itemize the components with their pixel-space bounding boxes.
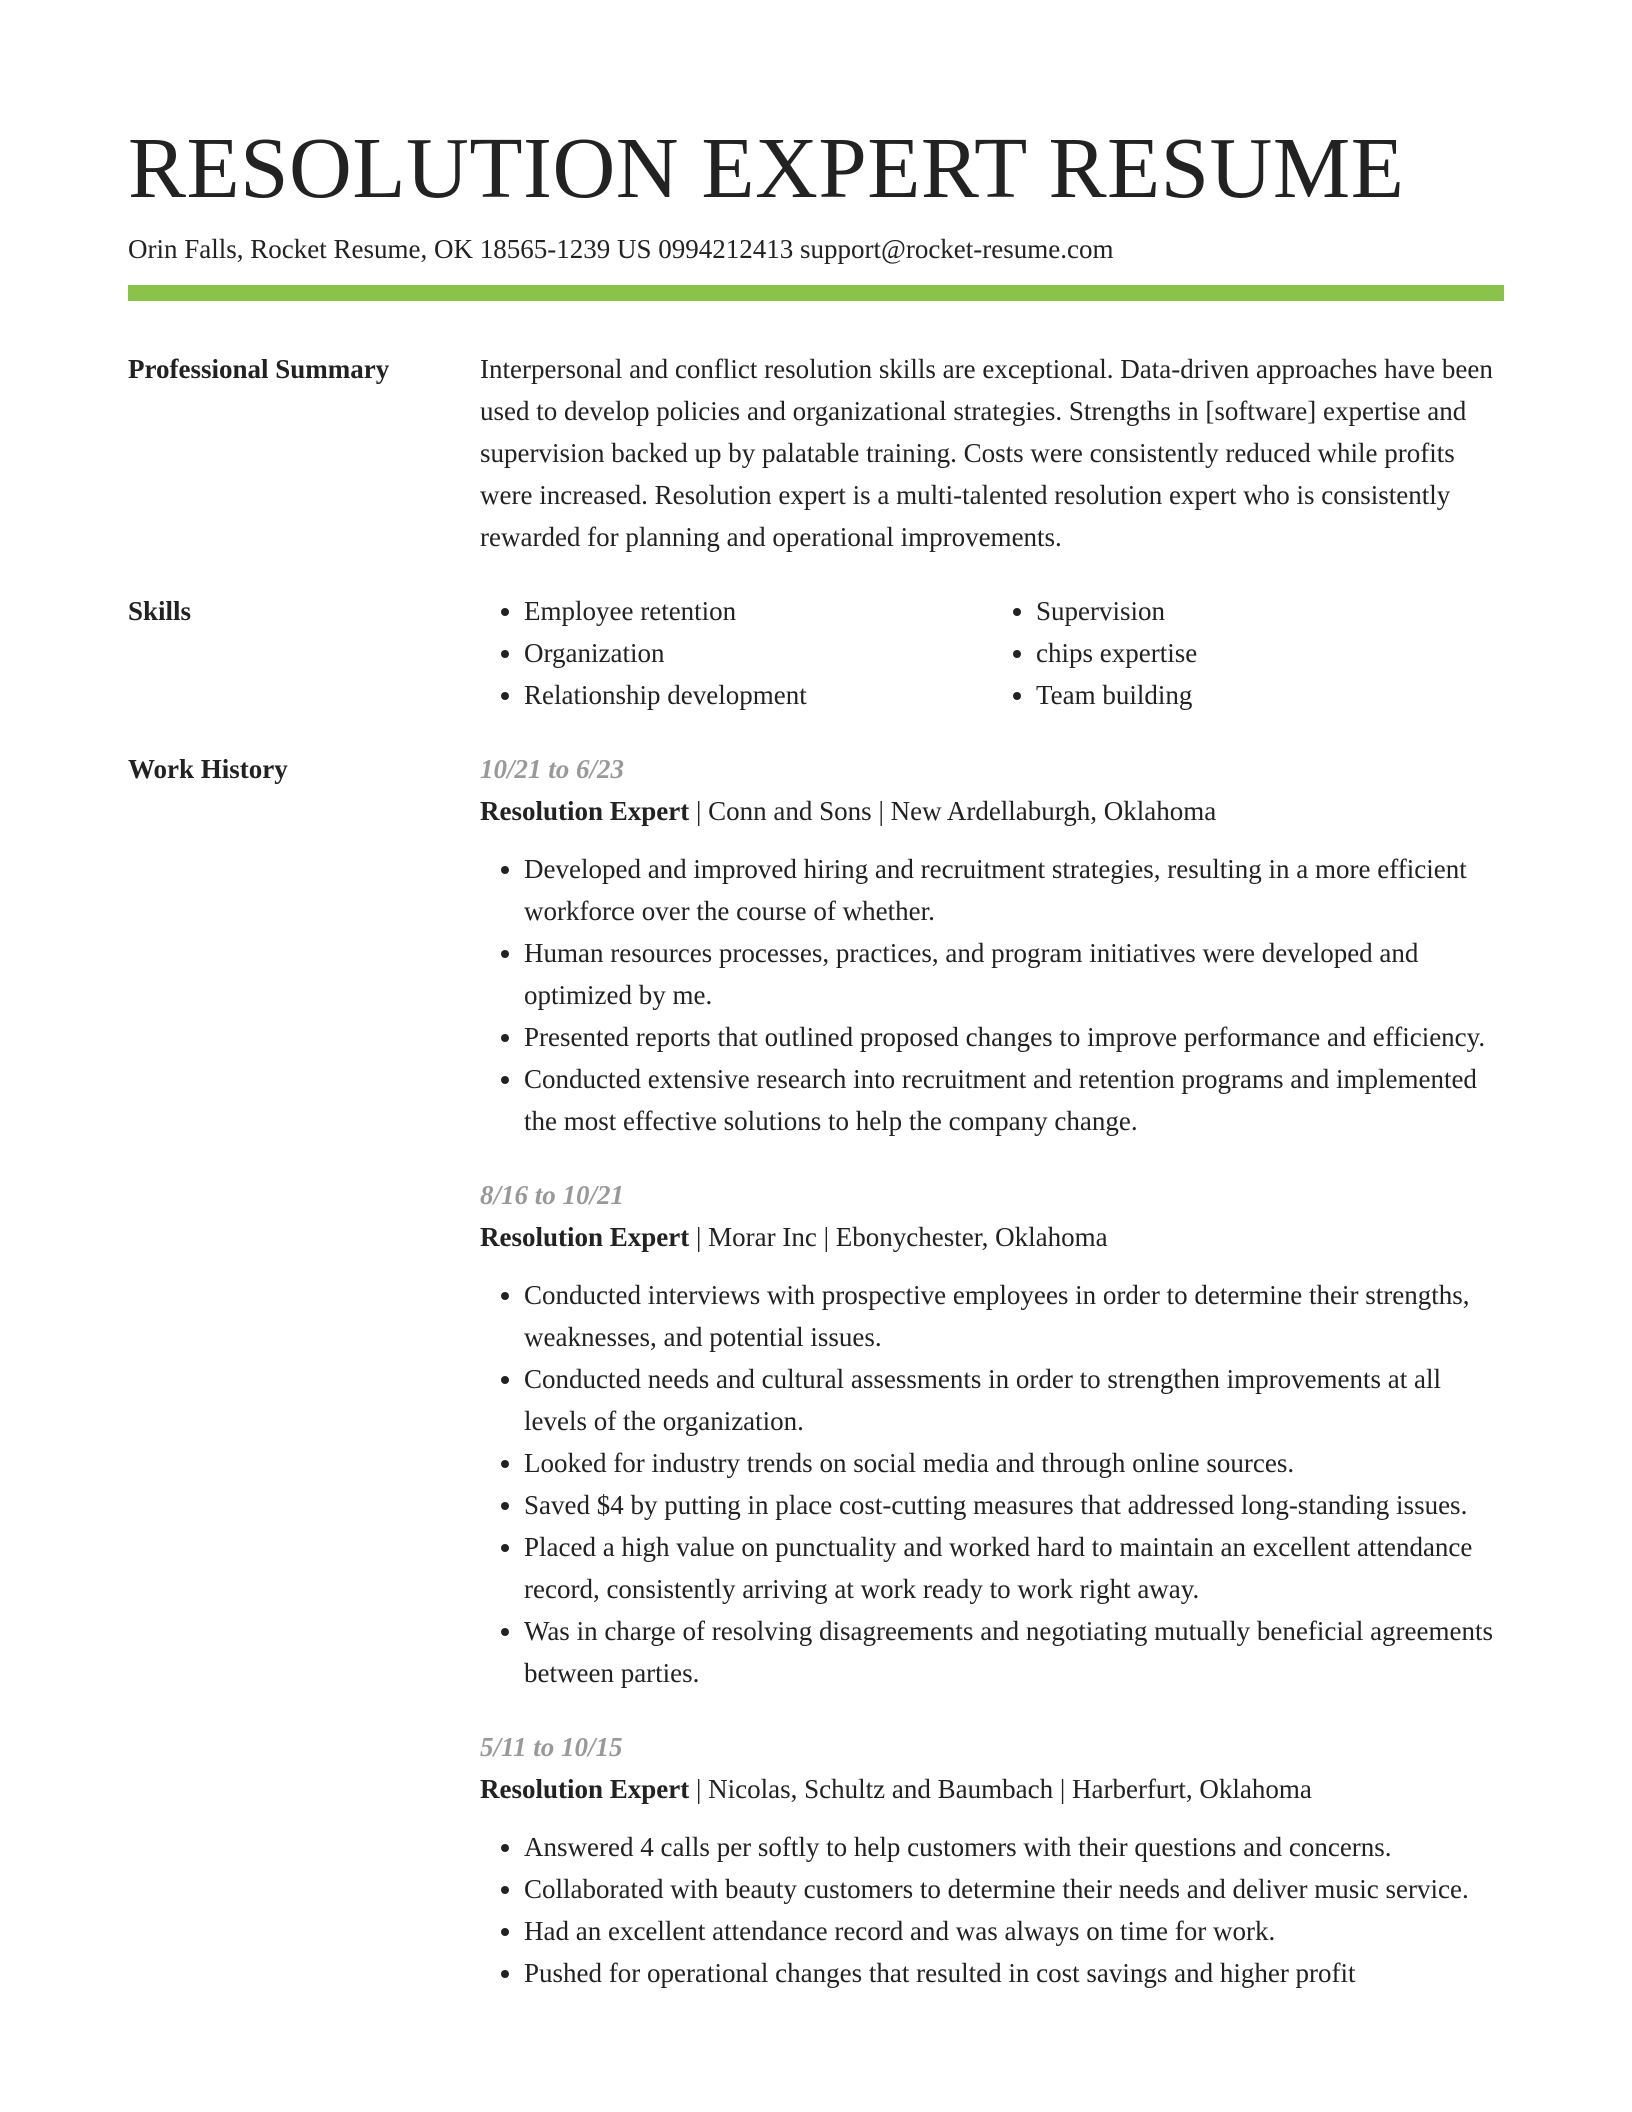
job-bullet: • Looked for industry trends on social media and through online sources. [524,1442,1504,1484]
job-header [480,1216,1504,1258]
resume-title: RESOLUTION EXPERT RESUME [128,119,1405,216]
job-bullet: • Collaborated with beauty customers to determine their needs and deliver music service. [524,1868,1504,1910]
job-bullet: • Developed and improved hiring and recruitment strategies, resulting in a more efficient workforce over the course of whether. [524,848,1504,932]
job-header [480,1768,1504,1810]
skill-item: • Employee retention [524,590,992,632]
contact-line: Orin Falls, Rocket Resume, OK 18565-1239 US 0994212413 support@rocket-resume.com [128,234,1114,264]
job-bullet: • Conducted needs and cultural assessments in order to strengthen improvements at all levels of the organization. [524,1358,1504,1442]
job-bullet: • Conducted extensive research into recruitment and retention programs and implemented the most effective solutions to help the company change. [524,1058,1504,1142]
job-header [480,790,1504,832]
job-bullet: • Presented reports that outlined proposed changes to improve performance and efficiency. [524,1016,1504,1058]
job-title: Resolution Expert [480,1774,690,1804]
job-separator: | [1053,1774,1072,1804]
job-location: New Ardellaburgh, Oklahoma [890,796,1217,826]
job-dates: 10/21 to 6/23 [480,754,625,784]
job-bullet: • Saved $4 by putting in place cost-cutting measures that addressed long-standing issues. [524,1484,1504,1526]
job-bullet: • Conducted interviews with prospective employees in order to determine their strengths, weaknesses, and potential issues. [524,1274,1504,1358]
job-bullet: • Human resources processes, practices, and program initiatives were developed and optimized by me. [524,932,1504,1016]
job-location: Harberfurt, Oklahoma [1071,1774,1312,1804]
job-entry [480,1174,1504,1694]
job-bullets [480,1826,1504,1994]
summary-text: Interpersonal and conflict resolution skills are exceptional. Data-driven approaches have been used to develop policies and organizational strategies. Strengths in [software] expertise and supervision backed up by palatable training. Costs were consistently reduced while profits were increased. Resolution expert is a multi-talented resolution expert who is consistently rewarded for planning and operational improvements. [480,354,1493,552]
resume-content [128,348,1504,2026]
skill-item: • Relationship development [524,674,992,716]
job-separator: | [816,1222,836,1252]
job-title: Resolution Expert [480,1222,690,1252]
skill-item: • Supervision [1036,590,1504,632]
job-separator: | [689,796,709,826]
job-bullet: • Answered 4 calls per softly to help customers with their questions and concerns. [524,1826,1504,1868]
skills-section [128,590,1504,716]
job-company: Morar Inc [708,1222,817,1252]
summary-section [128,348,1504,558]
job-separator: | [689,1774,709,1804]
summary-label: Professional Summary [128,354,390,384]
job-bullet: • Placed a high value on punctuality and worked hard to maintain an excellent attendance record, consistently arriving at work ready to work right away. [524,1526,1504,1610]
job-bullets [480,848,1504,1142]
job-dates: 5/11 to 10/15 [480,1732,623,1762]
accent-divider [128,285,1504,301]
job-bullet: • Pushed for operational changes that resulted in cost savings and higher profit [524,1952,1504,1994]
skill-item: • Team building [1036,674,1504,716]
job-title: Resolution Expert [480,796,690,826]
job-bullets [480,1274,1504,1694]
job-company: Conn and Sons [708,796,872,826]
skills-column-left [480,590,992,716]
job-company: Nicolas, Schultz and Baumbach [708,1774,1054,1804]
job-location: Ebonychester, Oklahoma [835,1222,1108,1252]
work-history-label: Work History [128,754,288,784]
skill-item: • chips expertise [1036,632,1504,674]
skills-grid [480,590,1504,716]
job-entry [480,1726,1504,1994]
work-history-section [128,748,1504,2026]
job-entry [480,748,1504,1142]
skill-item: • Organization [524,632,992,674]
job-bullet: • Was in charge of resolving disagreements and negotiating mutually beneficial agreements between parties. [524,1610,1504,1694]
skills-label: Skills [128,596,192,626]
job-bullet: • Had an excellent attendance record and was always on time for work. [524,1910,1504,1952]
job-separator: | [871,796,891,826]
job-dates: 8/16 to 10/21 [480,1180,625,1210]
job-separator: | [689,1222,709,1252]
skills-column-right [992,590,1504,716]
